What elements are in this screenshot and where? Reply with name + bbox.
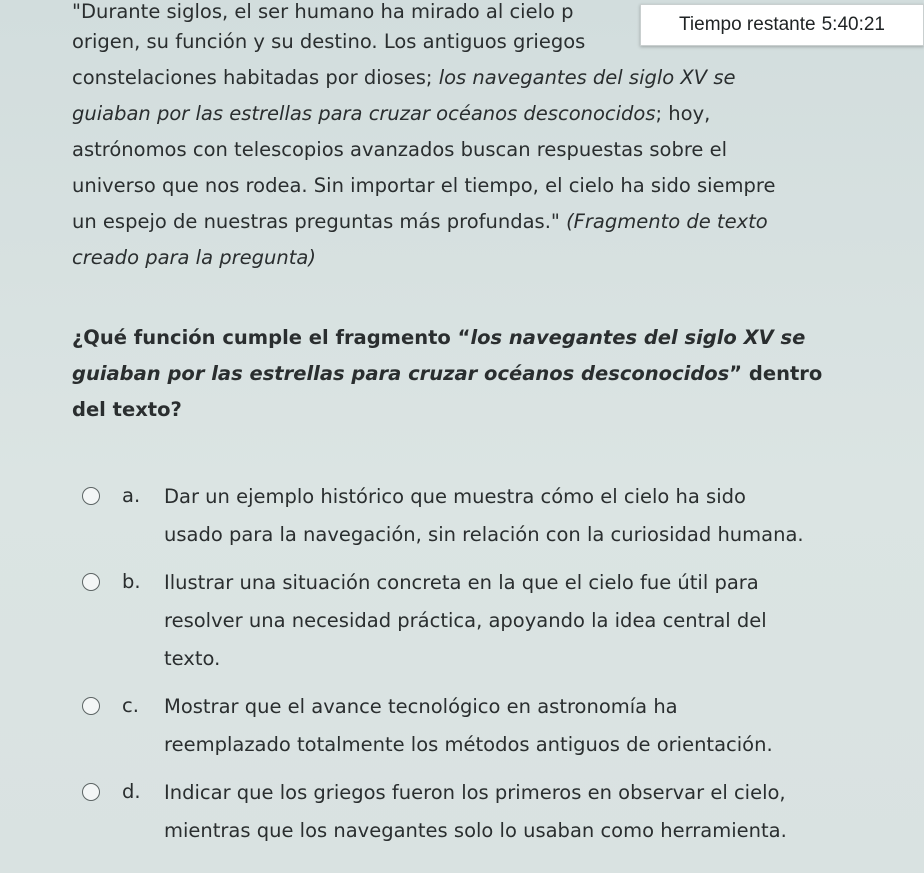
question-line bbox=[72, 320, 902, 356]
passage-line: universo que nos rodea. Sin importar el tiempo, el cielo ha sido siempre bbox=[72, 174, 776, 197]
option-line: Dar un ejemplo histórico que muestra cómo el cielo ha sido bbox=[164, 485, 746, 508]
option-letter: c. bbox=[122, 694, 139, 717]
question-line: del texto? bbox=[72, 398, 182, 421]
timer-label: Tiempo restante bbox=[679, 14, 816, 35]
option-line: Mostrar que el avance tecnológico en astronomía ha bbox=[164, 695, 678, 718]
passage-line bbox=[72, 240, 912, 276]
question-quote: guiaban por las estrellas para cruzar océanos desconocidos bbox=[72, 362, 730, 385]
question-line bbox=[72, 356, 902, 392]
passage-line bbox=[72, 96, 912, 132]
option-line: resolver una necesidad práctica, apoyando la idea central del bbox=[164, 609, 767, 632]
passage-quote: los navegantes del siglo XV se bbox=[438, 66, 736, 89]
question-text bbox=[72, 320, 902, 428]
passage-text: constelaciones habitadas por dioses; bbox=[72, 66, 439, 89]
option-b[interactable] bbox=[82, 564, 912, 678]
passage-source: (Fragmento de texto bbox=[566, 210, 768, 233]
option-a[interactable] bbox=[82, 478, 912, 554]
radio-button-b[interactable] bbox=[82, 573, 100, 591]
radio-button-a[interactable] bbox=[82, 487, 100, 505]
radio-button-d[interactable] bbox=[82, 783, 100, 801]
answer-options bbox=[82, 478, 912, 860]
option-text bbox=[164, 564, 767, 678]
timer-value: 5:40:21 bbox=[821, 14, 885, 35]
option-text bbox=[164, 478, 804, 554]
question-quote: los navegantes del siglo XV se bbox=[470, 326, 806, 349]
option-line: mientras que los navegantes solo lo usaban como herramienta. bbox=[164, 819, 787, 842]
option-line: reemplazado totalmente los métodos antiguos de orientación. bbox=[164, 733, 773, 756]
passage-line bbox=[72, 60, 912, 96]
option-line: Ilustrar una situación concreta en la que el cielo fue útil para bbox=[164, 571, 759, 594]
option-c[interactable] bbox=[82, 688, 912, 764]
option-letter: a. bbox=[122, 484, 141, 507]
passage-text: un espejo de nuestras preguntas más profundas." bbox=[72, 210, 567, 233]
option-text bbox=[164, 688, 773, 764]
question-segment: ” dentro bbox=[729, 362, 823, 385]
passage-line: "Durante siglos, el ser humano ha mirado al cielo p bbox=[72, 0, 574, 23]
option-d[interactable] bbox=[82, 774, 912, 850]
radio-button-c[interactable] bbox=[82, 697, 100, 715]
question-segment: ¿Qué función cumple el fragmento “ bbox=[72, 326, 471, 349]
option-letter: b. bbox=[122, 570, 141, 593]
option-line: usado para la navegación, sin relación con la curiosidad humana. bbox=[164, 523, 804, 546]
option-letter: d. bbox=[122, 780, 141, 803]
passage-line: astrónomos con telescopios avanzados buscan respuestas sobre el bbox=[72, 138, 728, 161]
option-line: texto. bbox=[164, 647, 221, 670]
option-text bbox=[164, 774, 787, 850]
passage-line bbox=[72, 204, 912, 240]
option-line: Indicar que los griegos fueron los primeros en observar el cielo, bbox=[164, 781, 786, 804]
passage-text: ; hoy, bbox=[655, 102, 711, 125]
passage-quote: guiaban por las estrellas para cruzar océanos desconocidos bbox=[72, 102, 656, 125]
passage-source: creado para la pregunta) bbox=[72, 246, 316, 269]
passage-line: origen, su función y su destino. Los antiguos griegos bbox=[72, 30, 586, 53]
time-remaining-badge bbox=[640, 4, 924, 46]
